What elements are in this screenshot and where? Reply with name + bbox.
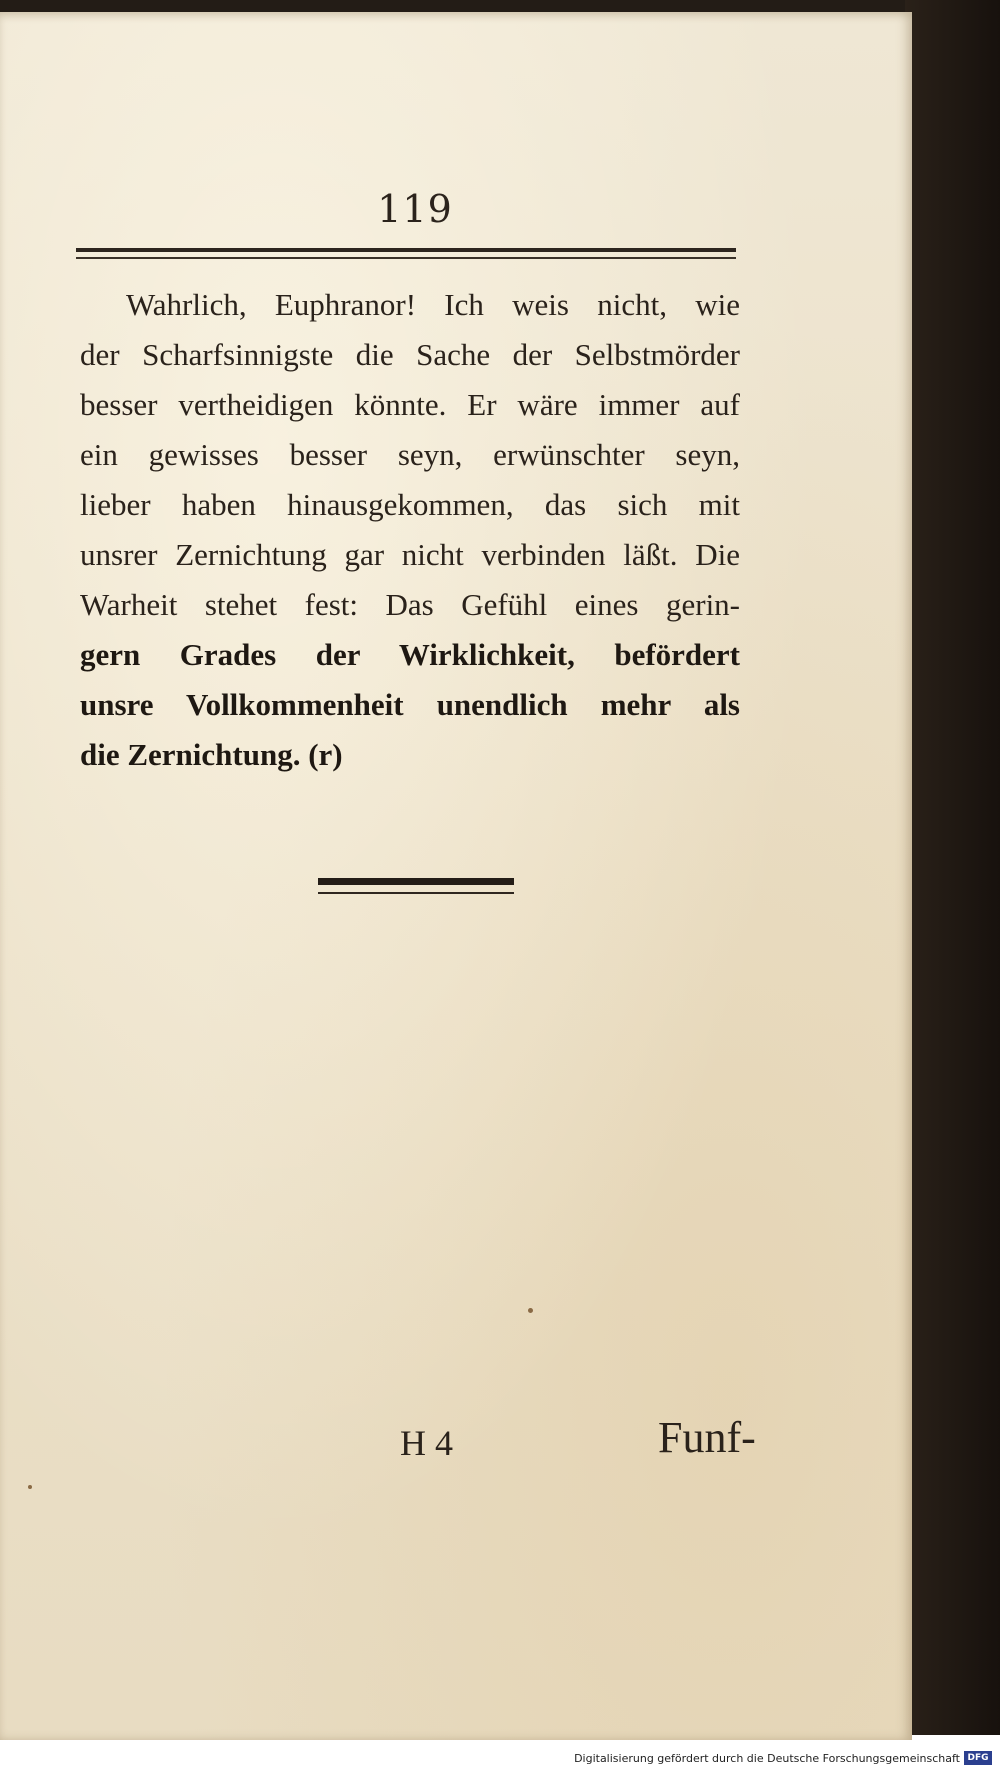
body-paragraph: [80, 280, 740, 780]
digitization-credit: Digitalisierung gefördert durch die Deutsche Forschungsgemeinschaft: [574, 1752, 960, 1765]
text-line-9: unsre Vollkommenheit unendlich mehr als: [80, 687, 740, 722]
text-line-4: ein gewisses besser seyn, erwünschter seyn,: [80, 437, 740, 472]
paper-speck: [28, 1485, 32, 1489]
text-line-2: der Scharfsinnigste die Sache der Selbstmörder: [80, 337, 740, 372]
text-line-8: gern Grades der Wirklichkeit, befördert: [80, 637, 740, 672]
catchword: Funf-: [658, 1413, 756, 1462]
text-line-3: besser vertheidigen könnte. Er wäre immer auf: [80, 387, 740, 422]
text-line-10: die Zernichtung. (r): [80, 737, 343, 772]
section-end-rule-thin: [318, 892, 514, 894]
text-line-1: Wahrlich, Euphranor! Ich weis nicht, wie: [126, 287, 740, 322]
text-line-7: Warheit stehet fest: Das Gefühl eines gerin-: [80, 587, 740, 622]
text-line-6: unsrer Zernichtung gar nicht verbinden läßt. Die: [80, 537, 740, 572]
header-rule-thin: [76, 257, 736, 259]
dfg-logo: DFG: [964, 1751, 992, 1765]
header-rule: [76, 248, 736, 252]
page-number: 119: [377, 187, 453, 231]
section-end-rule: [318, 878, 514, 885]
book-page: [0, 12, 912, 1740]
scan-border-right: [905, 0, 1000, 1771]
paper-speck: [528, 1308, 533, 1313]
text-line-5: lieber haben hinausgekommen, das sich mit: [80, 487, 740, 522]
signature-mark: H 4: [400, 1423, 453, 1463]
